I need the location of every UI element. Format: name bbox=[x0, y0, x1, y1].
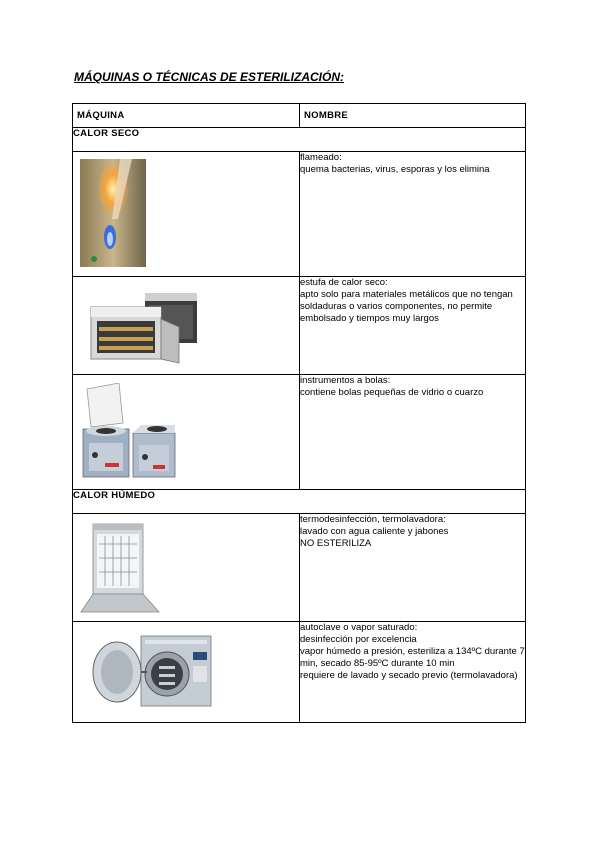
description-name: termodesinfección, termolavadora: bbox=[300, 514, 446, 525]
machine-description bbox=[300, 622, 526, 723]
description-name: flameado: bbox=[300, 152, 342, 163]
description-text: quema bacterias, virus, esporas y los elimina bbox=[300, 164, 490, 175]
thermodisinfector-photo bbox=[79, 522, 163, 616]
machine-image-cell bbox=[73, 622, 300, 723]
description-warning: NO ESTERILIZA bbox=[300, 538, 372, 549]
description-name: autoclave o vapor saturado: bbox=[300, 622, 418, 633]
table-row bbox=[73, 622, 526, 723]
machine-description bbox=[300, 277, 526, 375]
machine-image-cell bbox=[73, 152, 300, 277]
description-name: instrumentos a bolas: bbox=[300, 375, 391, 386]
autoclave-photo bbox=[91, 632, 213, 712]
description-text: lavado con agua caliente y jabones bbox=[300, 526, 449, 537]
machine-description bbox=[300, 514, 526, 622]
description-text: apto solo para materiales metálicos que no tengan soldaduras o varios componentes, no permite embolsado y tiempos muy largos bbox=[300, 289, 513, 324]
machines-table bbox=[72, 103, 526, 723]
table-header-row bbox=[73, 104, 526, 128]
description-text: desinfección por excelencia bbox=[300, 634, 417, 645]
dry-heat-oven-photo bbox=[87, 289, 199, 365]
glass-bead-sterilizer-photo bbox=[79, 383, 179, 481]
section-label-moist-heat: CALOR HÚMEDO bbox=[73, 490, 526, 514]
section-row-moist-heat bbox=[73, 490, 526, 514]
description-text: vapor húmedo a presión, esteriliza a 134ºC durante 7 min, secado 85-95ºC durante 10 min bbox=[300, 646, 525, 669]
table-row bbox=[73, 375, 526, 490]
description-text: requiere de lavado y secado previo (termolavadora) bbox=[300, 670, 518, 681]
description-text: contiene bolas pequeñas de vidrio o cuarzo bbox=[300, 387, 484, 398]
machine-image-cell bbox=[73, 514, 300, 622]
table-row bbox=[73, 514, 526, 622]
flame-photo bbox=[80, 159, 146, 267]
machine-image-cell bbox=[73, 375, 300, 490]
header-name: NOMBRE bbox=[300, 104, 526, 128]
section-row-dry-heat bbox=[73, 128, 526, 152]
section-label-dry-heat: CALOR SECO bbox=[73, 128, 526, 152]
table-row bbox=[73, 152, 526, 277]
machine-image-cell bbox=[73, 277, 300, 375]
table-row bbox=[73, 277, 526, 375]
machine-description bbox=[300, 375, 526, 490]
document-title: MÁQUINAS O TÉCNICAS DE ESTERILIZACIÓN: bbox=[74, 70, 345, 84]
description-name: estufa de calor seco: bbox=[300, 277, 388, 288]
header-machine: MÁQUINA bbox=[73, 104, 300, 128]
machine-description bbox=[300, 152, 526, 277]
